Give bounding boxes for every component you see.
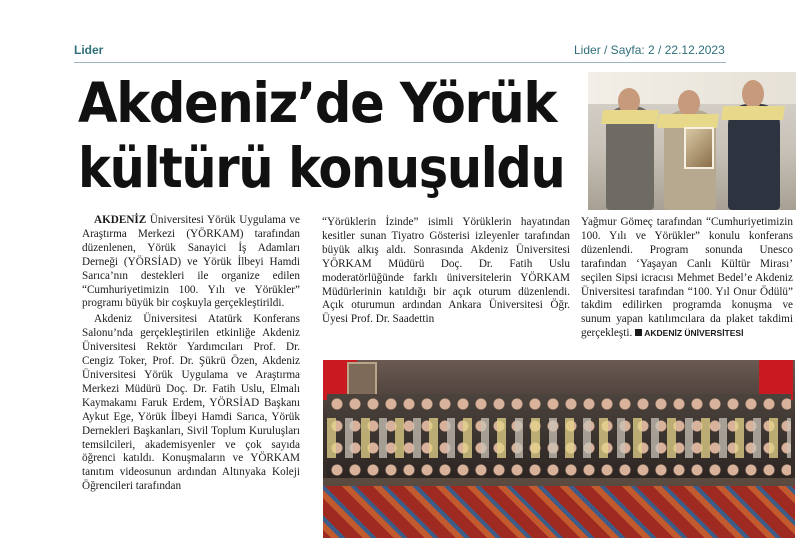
- headline-line-2: kültürü konuşuldu: [78, 136, 565, 200]
- award-photo: [588, 72, 796, 210]
- photo-person-right-head: [742, 80, 764, 108]
- article-signature: AKDENİZ ÜNİVERSİTESİ: [644, 328, 744, 339]
- header-rule: [74, 62, 726, 63]
- article-paragraph: [581, 216, 793, 341]
- article-paragraph: “Yörüklerin İzinde” isimli Yörüklerin hayatından kesitler sunan Tiyatro Gösterisi izleyenler tarafından büyük alkış aldı. Sonrasında Akdeniz Üniversitesi YÖRKAM Müdürü Doç. Dr. Fatih Uslu moderatörlüğünde farklı üniversitelerin YÖRKAM Müdürlerinin katıldığı bir açık oturum düzenlendi. Açık oturumun ardından Ankara Üniversitesi Öğr. Üyesi Prof. Dr. Saadettin: [322, 216, 570, 326]
- paragraph-text: Yağmur Gömeç tarafından “Cumhuriyetimizin 100. Yılı ve Yörükler” konulu konferans düzenlendi. Program sonunda Unesco tarafından ‘Yaşayan Canlı Kültür Mirası’ seçilen Sipsi icracısı Mehmet Bedel’e Akdeniz Üniversitesi tarafından “100. Yıl Onur Ödülü” takdim edilirken programda konuşma ve sunum yapan katılımcılara da plaket takdimi gerçekleşti.: [581, 216, 793, 340]
- article-column-3: [581, 216, 793, 341]
- photo-person-middle-scarf: [657, 114, 719, 128]
- dateline: AKDENİZ: [94, 214, 147, 226]
- group-photo: [323, 360, 795, 538]
- page-info: Lider / Sayfa: 2 / 22.12.2023: [574, 43, 725, 57]
- photo-person-right-scarf: [721, 106, 785, 120]
- article-paragraph: [82, 214, 300, 311]
- article-paragraph: Akdeniz Üniversitesi Atatürk Konferans Salonu’nda gerçekleştirilen etkinliğe Akdeniz Üniversitesi Rektör Yardımcıları Prof. Dr. Cengiz Toker, Prof. Dr. Şükrü Özen, Akdeniz Üniversitesi Yörük Uygulama ve Araştırma Merkezi Müdürü Doç. Dr. Fatih Uslu, Elmalı Kaymakamı Faruk Erdem, YÖRSİAD Başkanı Aykut Ege, Yörük İlbeyi Hamdi Sarıca, Yörük Dernekleri Başkanları, Sivil Toplum Kuruluşları temsilcileri, akademisyenler ve çok sayıda öğrenci katıldı. Konuşmaların ve YÖRKAM tanıtım videosunun ardından Altınyaka Koleji Öğrencileri tarafından: [82, 313, 300, 493]
- article-column-2: [322, 216, 570, 327]
- photo-person-middle-head: [678, 90, 700, 116]
- square-bullet-icon: [635, 329, 642, 336]
- article-column-1: [82, 214, 300, 494]
- award-plaque: [684, 127, 714, 169]
- carpet-display: [323, 486, 795, 538]
- publication-name: Lider: [74, 43, 104, 57]
- photo-person-left-scarf: [601, 110, 659, 124]
- group-scarves: [327, 418, 791, 458]
- headline-line-1: Akdeniz’de Yörük: [78, 71, 556, 135]
- paragraph-text: Üniversitesi Yörük Uygulama ve Araştırma Merkezi (YÖRKAM) tarafından düzenlenen, Yörük Sanayici İş Adamları Derneği (YÖRSİAD) ve Yörük İlbeyi Hamdi Sarıca’nın destekleri ile organize edilen “Cumhuriyetimizin 100. Yılı ve Yörükler” programı büyük bir coşkuyla gerçekleştirildi.: [82, 214, 300, 310]
